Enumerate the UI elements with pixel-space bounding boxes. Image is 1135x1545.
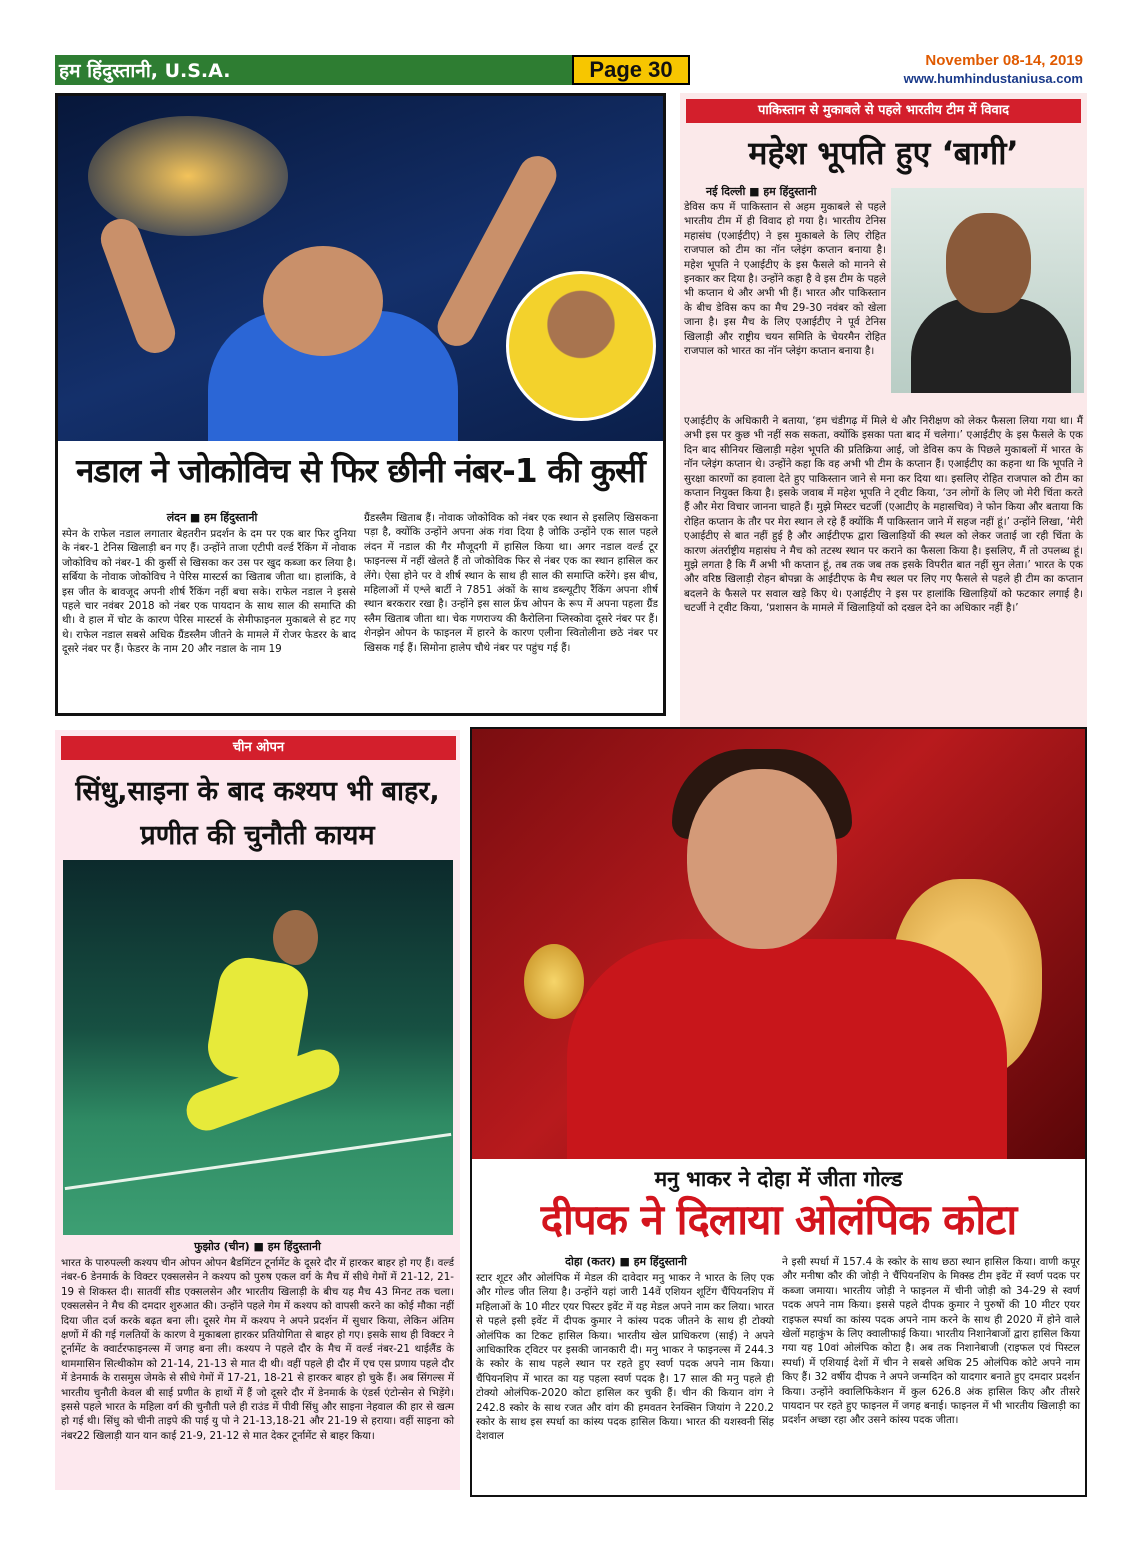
manu-body-col-2: ने इसी स्पर्धा में 157.4 के स्कोर के साथ छठा स्थान हासिल किया। वाणी कपूर और मनीषा कौर की जोड़ी ने चैंपियनशिप के मिक्स्ड टीम इवेंट में स्वर्ण पदक पर कब्जा जमाया। भारतीय जोड़ी ने फाइनल में चीनी जोड़ी को 34-29 से स्वर्ण पदक अपने नाम किया। इससे पहले दीपक कुमार ने पुरुषों की 10 मीटर एयर राइफल स्पर्धा का कांस्य पदक अपने नाम करने के साथ ही 2020 में होने वाले खेलों महाकुंभ के लिए क्वालीफाई किया। भारतीय निशानेबाजों द्वारा हासिल किया गया यह 10वां ओलंपिक कोटा है। अब तक निशानेबाजी (राइफल एवं पिस्टल स्पर्धा) में एशियाई देशों में चीन ने सबसे अधिक 25 ओलंपिक कोटे अपने नाम किए हैं। 32 वर्षीय दीपक ने अपने जन्मदिन को यादगार बनाते हुए दमदार प्रदर्शन किया। उन्होंने क्वालिफिकेशन में कुल 626.8 अंक हासिल किए और तीसरे पायदान पर रहते हुए फाइनल में जगह बनाई। फाइनल में भी भारतीय खिलाड़ी का प्रदर्शन अच्छा रहा और उसने कांस्य पदक जीता। (782, 1256, 1080, 1427)
manu-dateline: दोहा (कतर) ■ हम हिंदुस्तानी (565, 1255, 687, 1268)
china-open-kicker: चीन ओपन (61, 736, 456, 760)
manu-bhaker-photo (472, 729, 1085, 1159)
story-mahesh (680, 93, 1087, 728)
mahesh-headline: महेश भूपति हुए ‘बागी’ (748, 134, 1019, 172)
mahesh-intro: डेविस कप में पाकिस्तान से अहम मुकाबले से पहले भारतीय टीम में ही विवाद हो गया है। भारतीय टेनिस महासंघ (एआईटीए) ने इस मुकाबले के लिए रोहित राजपाल को टीम का नॉन प्लेइंग कप्तान बनाया है। महेश भूपति ने एआईटीए के इस फैसले को मानने से इनकार कर दिया है। उन्होंने कहा है वे इस टीम के पहले भी कप्तान थे और अभी भी हैं। भारत और पाकिस्तान के बीच डेविस कप का मैच 29-30 नवंबर को खेला जाना है। इस मैच के लिए एआईटीए ने पूर्व टेनिस खिलाड़ी और राष्ट्रीय चयन समिति के चेयरमैन रोहित राजपाल को भारत का नॉन प्लेइंग कप्तान बनाया है। (684, 201, 886, 358)
china-open-body: भारत के पारुपल्ली कश्यप चीन ओपन ओपन बैडमिंटन टूर्नामेंट के दूसरे दौर में हारकर बाहर हो गए हैं। वर्ल्ड नंबर-6 डेनमार्क के विक्टर एक्सलसेन ने कश्यप को पुरुष एकल वर्ग के मैच में सीधे गेमों में 21-12, 21-19 से शिकस्त दी। सातवीं सीड एक्सलसेन और भारतीय खिलाड़ी के बीच यह मैच 43 मिनट तक चला। एक्सलसेन ने मैच की दमदार शुरुआत की। उन्होंने पहले गेम में कश्यप को वापसी करने का कोई मौका नहीं दिया जीत दर्ज करके बढ़त बना ली। दूसरे गेम में कश्यप ने अपने प्रदर्शन में सुधार किया, लेकिन अंतिम क्षणों में की गई गलतियों के कारण वे मुकाबला हारकर प्रतियोगिता से बाहर हो गए। इसके साथ ही विक्टर ने टूर्नामेंट के क्वार्टरफाइनल्स में जगह बना ली। कश्यप ने पहले दौर के मैच में वर्ल्ड नंबर-21 थाईलैंड के थाममासिन सित्थीकोम को 21-14, 21-13 से मात दी थी। वहीं पहले ही दौर में एच एस प्रणाय पहले दौर में डेनमार्क के रासमुस जेमके से सीधे गेमों में 17-21, 18-21 से हारकर बाहर हो चुके हैं। अब सिंगल्स में भारतीय चुनौती केवल बी साई प्रणीत के हाथों में हैं जो दूसरे दौर में डेनमार्क के एंडर्स एंटोन्सेन से भिड़ेंगे। इससे पहले भारत के महिला वर्ग की चुनौती पले ही राउंड में पीवी सिंधु और साइना नेहवाल की हार से खत्म हो गई थी। सिंधु को चीनी ताइपे की पाई यु पो ने 21-13,18-21 और 21-19 से हराया। वहीं साइना को नंबर22 खिलाड़ी यान यान काई 21-9, 21-12 से मात देकर टूर्नामेंट से बाहर किया। (61, 1257, 454, 1442)
tennis-body-col-1: स्पेन के राफेल नडाल लगातार बेहतरीन प्रदर्शन के दम पर एक बार फिर दुनिया के नंबर-1 टेनिस खिलाड़ी बन गए हैं। उन्होंने ताजा एटीपी वर्ल्ड रैंकिंग में नोवाक जोकोविच को नंबर-1 की कुर्सी से खिसका कर उस पर खुद कब्जा कर लिया है। सर्बिया के नोवाक जोकोविच ने पेरिस मास्टर्स का खिताब जीता था। हालांकि, वे इस जीत के बावजूद अपनी शीर्ष रैंकिंग नहीं बचा सके। राफेल नडाल ने इससे पहले चार नवंबर 2018 को नंबर एक पायदान के साथ साल की समाप्ति की थी। वे हाल में चोट के कारण पेरिस मास्टर्स के सेमीफाइनल मुकाबले से हट गए थे। राफेल नडाल सबसे अधिक ग्रैंडस्लैम जीतने के मामले में रोजर फेडरर के बाद दूसरे नंबर पर हैं। फेडरर के नाम 20 और नडाल के नाम 19 (62, 528, 356, 656)
china-open-headline: सिंधु,साइना के बाद कश्यप भी बाहर, प्रणीत की चुनौती कायम (75, 776, 440, 851)
nadal-inset-photo (506, 271, 656, 421)
china-open-dateline: फुझोउ (चीन) ■ हम हिंदुस्तानी (194, 1240, 321, 1253)
djokovic-photo (58, 96, 663, 441)
mahesh-dateline: नई दिल्ली ■ हम हिंदुस्तानी (706, 185, 817, 198)
newspaper-name: हम हिंदुस्तानी, U.S.A. (59, 60, 231, 82)
story-tennis (55, 93, 666, 716)
badminton-photo (63, 860, 453, 1235)
page-number: Page 30 (572, 55, 690, 85)
story-manu (470, 727, 1087, 1497)
mahesh-kicker: पाकिस्तान से मुकाबले से पहले भारतीय टीम में विवाद (686, 99, 1081, 123)
tennis-headline: नडाल ने जोकोविच से फिर छीनी नंबर-1 की कुर्सी (58, 441, 663, 501)
mahesh-body: एआईटीए के अधिकारी ने बताया, ‘हम चंडीगढ़ में मिले थे और निरीक्षण को लेकर फैसला लिया गया था। मैं अभी इस पर कुछ भी नहीं सक सकता, क्योंकि इसका पता बाद में चलेगा।’ एआईटीए के इस फैसले के एक दिन बाद सीनियर खिलाड़ी महेश भूपति की प्रतिक्रिया आई, जो डेविस कप के पिछले मुकाबलों में भारत के नॉन प्लेइंग कप्तान थे। उन्होंने कहा कि वह अभी भी टीम के कप्तान हैं। एआईटीए का कहना था कि भूपति ने सुरक्षा कारणों का हवाला देते हुए पाकिस्तान जाने से मना कर दिया था। इसलिए रोहित राजपाल को टीम का कप्तान नियुक्त किया है। इसके जवाब में महेश भूपति ने ट्वीट किया, ‘उन लोगों के लिए जो मेरी चिंता करते हैं और मेरा विचार जानना चाहते हैं। मुझे मिस्टर चटर्जी (एआटीए के महासचिव) ने फोन किया और बताया कि रोहित कप्तान के तौर पर मेरा स्थान ले रहे हैं क्योंकि मैं पाकिस्तान जाने में सहज नहीं हूं।’ उन्होंने लिखा, ‘मेरी एआईटीए से बात नहीं हुई है और आईटीएफ द्वारा खिलाड़ियों की स्थल को लेकर जताई जा रही चिंता के कारण अंतर्राष्ट्रीय महासंघ ने मैच को तटस्थ स्थान पर कराने का फैसला किया है। इसलिए, मैं तो उपलब्ध हूं। मुझे लगता है कि मैं अभी भी कप्तान हूं, तब तक जब तक इसके विपरीत बात नहीं सुन लेता।’ भारत के एक और वरिष्ठ खिलाड़ी रोहन बोपन्ना के आईटीएफ के मैच स्थल पर लिए गए फैसले से पहले ही टीम का कप्तान बदलने के फैसले पर सवाल खड़े किए थे। एआईटीए ने इस पर हालांकि खिलाड़ियों को फटकार लगाई है। चटर्जी ने ट्वीट किया, ‘प्रशासन के मामले में खिलाड़ियों को दखल देने का अधिकार नहीं है।’ (684, 415, 1083, 615)
issue-date: November 08-14, 2019 (925, 52, 1083, 69)
website-link[interactable]: www.humhindustaniusa.com (903, 71, 1083, 86)
story-china-open (55, 730, 460, 1490)
manu-body-col-1: स्टार शूटर और ओलंपिक में मेडल की दावेदार मनु भाकर ने भारत के लिए एक और गोल्ड जीत लिया है। उन्होंने यहां जारी 14वें एशियन शूटिंग चैंपियनशिप में महिलाओं के 10 मीटर एयर पिस्टर इवेंट में यह मेडल अपने नाम कर लिया। भारत से पहले इसी इवेंट में दीपक कुमार ने कांस्य पदक जीतने के साथ ही टोक्यो ओलंपिक का टिकट हासिल किया। भारतीय खेल प्राधिकरण (साई) ने अपने आधिकारिक ट्विटर पर इसकी जानकारी दी। मनु भाकर ने फाइनल्स में 244.3 के स्कोर के साथ पहले स्थान पर रहते हुए स्वर्ण पदक अपने नाम किया। चैंपियनशिप में भारत का यह पहला स्वर्ण पदक है। 17 साल की मनु पहले ही टोक्यो ओलंपिक-2020 कोटा हासिल कर चुकी हैं। चीन की कियान वांग ने 242.8 स्कोर के साथ रजत और वांग की हमवतन रेनक्सिन जियांग ने 220.2 स्कोर के साथ इस स्पर्धा का कांस्य पदक हासिल किया। भारत की यशस्वनी सिंह देशवाल (476, 1272, 774, 1443)
tennis-body-col-2: ग्रैंडस्लैम खिताब हैं। नोवाक जोकोविक को नंबर एक स्थान से इसलिए खिसकना पड़ा है, क्योंकि उन्होंने अपना अंक गंवा दिया है जोकि उन्होंने एक साल पहले लंदन में नडाल की गैर मौजूदगी में हासिल किया था। अगर नडाल वर्ल्ड टूर फाइनल्स में नहीं खेलते हैं तो जोकोविक फिर से नंबर एक का स्थान हासिल कर लेंगे। ऐसा होने पर वे शीर्ष स्थान के साथ ही साल की समाप्ति करेंगे। इस बीच, महिलाओं में एश्ले बार्टी ने 7851 अंकों के साथ डब्ल्यूटीए रैंकिंग अपना शीर्ष स्थान बरकरार रखा है। उन्होंने इस साल फ्रेंच ओपन के रूप में अपना पहला ग्रैंड स्लैम खिताब जीता था। चेक गणराज्य की कैरोलिना प्लिस्कोवा दूसरे नंबर पर हैं। शेनझेन ओपन के फाइनल में हारने के कारण एलीना स्वितोलीना छठे नंबर पर खिसक गई हैं। सिमोना हालेप चौथे नंबर पर पहुंच गई हैं। (364, 512, 658, 654)
tennis-dateline: लंदन ■ हम हिंदुस्तानी (166, 511, 258, 524)
manu-subheadline: मनु भाकर ने दोहा में जीता गोल्ड (654, 1167, 903, 1191)
manu-headline: दीपक ने दिलाया ओलंपिक कोटा (540, 1195, 1017, 1244)
bhupathi-photo (891, 188, 1084, 393)
